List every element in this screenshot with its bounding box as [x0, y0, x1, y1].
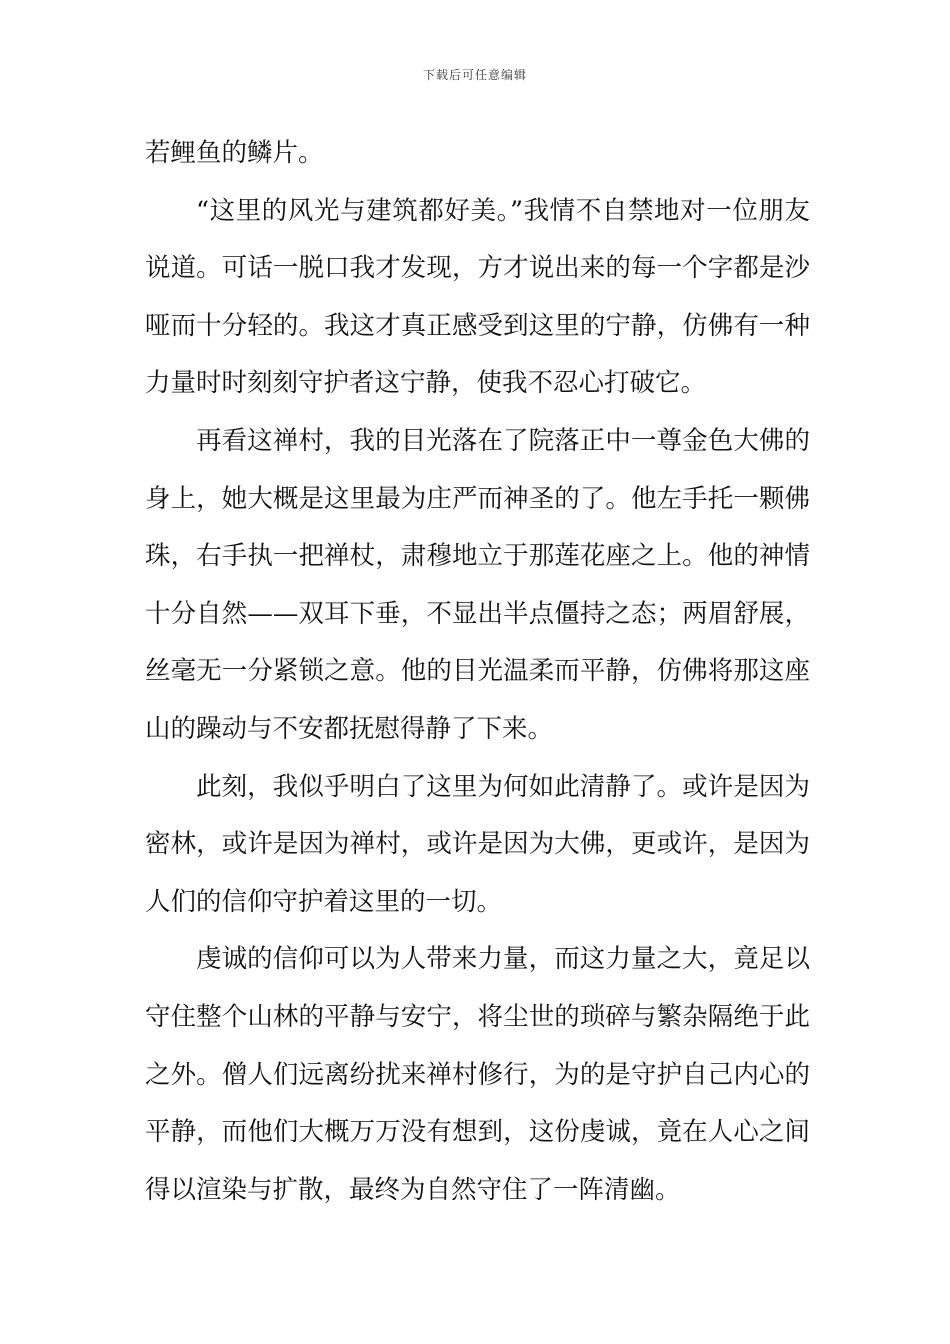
paragraph-3: 再看这禅村，我的目光落在了院落正中一尊金色大佛的身上，她大概是这里最为庄严而神圣的了。他左手托一颗佛珠，右手执一把禅杖，肃穆地立于那莲花座之上。他的神情十分自然——双耳下垂，不显出半点僵持之态；两眉舒展，丝毫无一分紧锁之意。他的目光温柔而平静，仿佛将那这座山的躁动与不安都抚慰得静了下来。	[145, 425, 810, 744]
paragraph-1: 若鲤鱼的鳞片。	[145, 138, 324, 168]
header-note: 下载后可任意编辑	[422, 68, 527, 82]
paragraph-4: 此刻，我似乎明白了这里为何如此清静了。或许是因为密林，或许是因为禅村，或许是因为大佛，更或许，是因为人们的信仰守护着这里的一切。	[145, 771, 810, 917]
paragraph-5: 虔诚的信仰可以为人带来力量，而这力量之大，竟足以守住整个山林的平静与安宁，将尘世的琐碎与繁杂隔绝于此之外。僧人们远离纷扰来禅村修行，为的是守护自己内心的平静，而他们大概万万没有想到，这份虔诚，竟在人心之间得以渲染与扩散，最终为自然守住了一阵清幽。	[145, 944, 810, 1205]
paragraph-2: “这里的风光与建筑都好美。”我情不自禁地对一位朋友说道。可话一脱口我才发现，方才说出来的每一个字都是沙哑而十分轻的。我这才真正感受到这里的宁静，仿佛有一种力量时时刻刻守护者这宁静，使我不忍心打破它。	[145, 195, 810, 399]
body-text	[145, 125, 810, 1219]
